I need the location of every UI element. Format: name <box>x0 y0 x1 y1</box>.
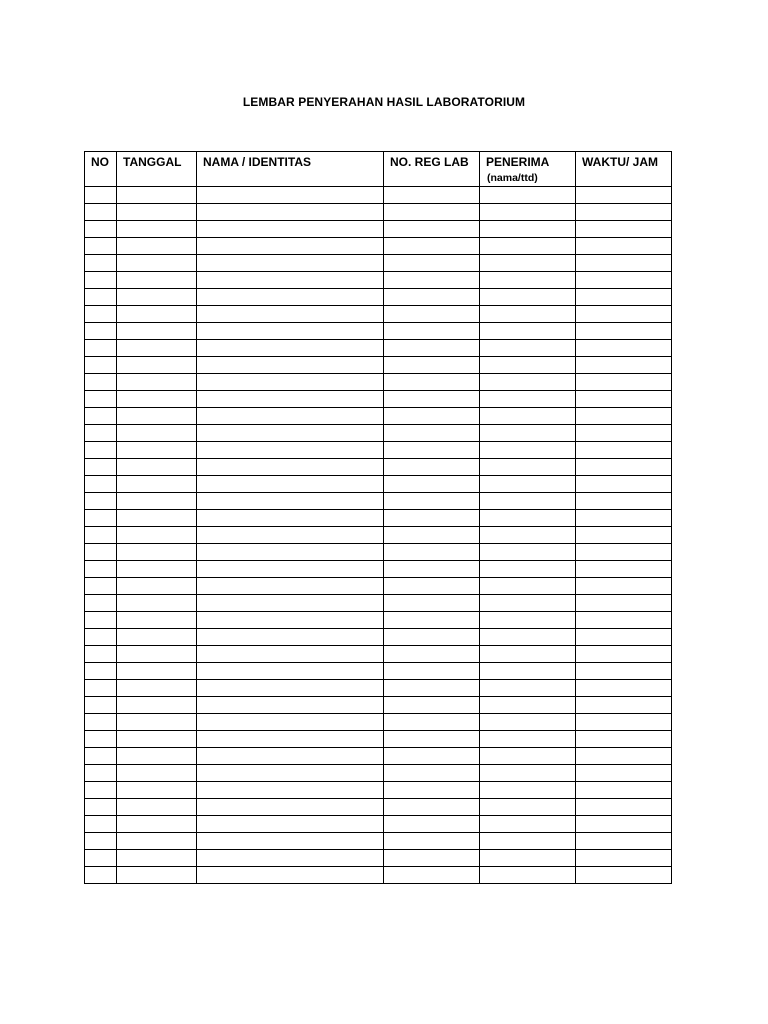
cell-waktu-jam <box>576 595 672 612</box>
cell-nama-identitas <box>197 425 384 442</box>
cell-tanggal <box>117 425 197 442</box>
cell-no-reg-lab <box>384 459 480 476</box>
cell-no-reg-lab <box>384 323 480 340</box>
cell-no <box>85 782 117 799</box>
table-row <box>85 340 672 357</box>
cell-tanggal <box>117 816 197 833</box>
cell-no <box>85 816 117 833</box>
cell-tanggal <box>117 867 197 884</box>
cell-nama-identitas <box>197 799 384 816</box>
cell-nama-identitas <box>197 527 384 544</box>
cell-tanggal <box>117 714 197 731</box>
cell-nama-identitas <box>197 391 384 408</box>
cell-no <box>85 544 117 561</box>
cell-penerima <box>480 204 576 221</box>
table-row <box>85 391 672 408</box>
cell-no <box>85 765 117 782</box>
cell-nama-identitas <box>197 833 384 850</box>
cell-no <box>85 238 117 255</box>
table-row <box>85 629 672 646</box>
cell-penerima <box>480 833 576 850</box>
header-tanggal: TANGGAL <box>117 152 197 187</box>
cell-no-reg-lab <box>384 612 480 629</box>
cell-nama-identitas <box>197 748 384 765</box>
cell-no <box>85 867 117 884</box>
cell-penerima <box>480 799 576 816</box>
cell-penerima <box>480 221 576 238</box>
cell-penerima <box>480 867 576 884</box>
cell-tanggal <box>117 510 197 527</box>
cell-no <box>85 408 117 425</box>
cell-no-reg-lab <box>384 374 480 391</box>
table-row <box>85 272 672 289</box>
cell-waktu-jam <box>576 782 672 799</box>
cell-nama-identitas <box>197 714 384 731</box>
cell-waktu-jam <box>576 816 672 833</box>
cell-penerima <box>480 306 576 323</box>
cell-no-reg-lab <box>384 425 480 442</box>
cell-penerima <box>480 612 576 629</box>
cell-no-reg-lab <box>384 289 480 306</box>
cell-no-reg-lab <box>384 306 480 323</box>
cell-no-reg-lab <box>384 680 480 697</box>
cell-no <box>85 680 117 697</box>
cell-tanggal <box>117 697 197 714</box>
table-header-row <box>85 152 672 187</box>
cell-penerima <box>480 714 576 731</box>
table-row <box>85 204 672 221</box>
table-row <box>85 187 672 204</box>
cell-no <box>85 425 117 442</box>
cell-no <box>85 391 117 408</box>
cell-no <box>85 187 117 204</box>
cell-penerima <box>480 697 576 714</box>
cell-no-reg-lab <box>384 357 480 374</box>
header-penerima-sub: (nama/ttd) <box>487 172 538 184</box>
cell-tanggal <box>117 221 197 238</box>
handover-table <box>84 151 672 884</box>
header-no-reg-lab: NO. REG LAB <box>384 152 480 187</box>
table-row <box>85 459 672 476</box>
cell-no <box>85 306 117 323</box>
cell-nama-identitas <box>197 867 384 884</box>
cell-penerima <box>480 476 576 493</box>
cell-no-reg-lab <box>384 561 480 578</box>
cell-penerima <box>480 510 576 527</box>
cell-no <box>85 510 117 527</box>
cell-no <box>85 476 117 493</box>
cell-no <box>85 204 117 221</box>
cell-no <box>85 697 117 714</box>
cell-no <box>85 578 117 595</box>
cell-no-reg-lab <box>384 714 480 731</box>
cell-no-reg-lab <box>384 442 480 459</box>
cell-no <box>85 714 117 731</box>
cell-no-reg-lab <box>384 748 480 765</box>
header-nama-identitas: NAMA / IDENTITAS <box>197 152 384 187</box>
cell-tanggal <box>117 238 197 255</box>
cell-nama-identitas <box>197 697 384 714</box>
cell-no-reg-lab <box>384 527 480 544</box>
cell-waktu-jam <box>576 357 672 374</box>
cell-waktu-jam <box>576 765 672 782</box>
cell-no <box>85 595 117 612</box>
table-row <box>85 357 672 374</box>
cell-waktu-jam <box>576 306 672 323</box>
cell-waktu-jam <box>576 731 672 748</box>
cell-no-reg-lab <box>384 238 480 255</box>
cell-waktu-jam <box>576 799 672 816</box>
cell-nama-identitas <box>197 595 384 612</box>
cell-waktu-jam <box>576 408 672 425</box>
cell-nama-identitas <box>197 782 384 799</box>
cell-nama-identitas <box>197 340 384 357</box>
table-row <box>85 544 672 561</box>
cell-penerima <box>480 374 576 391</box>
cell-tanggal <box>117 408 197 425</box>
cell-penerima <box>480 408 576 425</box>
cell-no <box>85 340 117 357</box>
cell-tanggal <box>117 765 197 782</box>
cell-tanggal <box>117 204 197 221</box>
cell-nama-identitas <box>197 408 384 425</box>
cell-penerima <box>480 289 576 306</box>
cell-waktu-jam <box>576 442 672 459</box>
cell-penerima <box>480 272 576 289</box>
cell-nama-identitas <box>197 357 384 374</box>
header-no: NO <box>85 152 117 187</box>
cell-no <box>85 442 117 459</box>
cell-tanggal <box>117 255 197 272</box>
table-row <box>85 646 672 663</box>
table-row <box>85 306 672 323</box>
cell-no <box>85 646 117 663</box>
cell-nama-identitas <box>197 646 384 663</box>
cell-no-reg-lab <box>384 867 480 884</box>
cell-no <box>85 663 117 680</box>
table-row <box>85 527 672 544</box>
cell-nama-identitas <box>197 561 384 578</box>
table-row <box>85 289 672 306</box>
cell-nama-identitas <box>197 612 384 629</box>
cell-waktu-jam <box>576 663 672 680</box>
document-title: LEMBAR PENYERAHAN HASIL LABORATORIUM <box>242 95 526 109</box>
cell-waktu-jam <box>576 527 672 544</box>
cell-penerima <box>480 187 576 204</box>
cell-penerima <box>480 544 576 561</box>
cell-waktu-jam <box>576 204 672 221</box>
cell-tanggal <box>117 306 197 323</box>
cell-tanggal <box>117 629 197 646</box>
cell-no <box>85 459 117 476</box>
cell-tanggal <box>117 833 197 850</box>
cell-penerima <box>480 442 576 459</box>
cell-no <box>85 323 117 340</box>
table-row <box>85 323 672 340</box>
cell-nama-identitas <box>197 289 384 306</box>
cell-waktu-jam <box>576 833 672 850</box>
cell-nama-identitas <box>197 850 384 867</box>
cell-waktu-jam <box>576 425 672 442</box>
cell-no <box>85 850 117 867</box>
cell-nama-identitas <box>197 255 384 272</box>
cell-tanggal <box>117 731 197 748</box>
cell-no <box>85 272 117 289</box>
cell-waktu-jam <box>576 680 672 697</box>
cell-tanggal <box>117 289 197 306</box>
cell-nama-identitas <box>197 476 384 493</box>
header-penerima: PENERIMA (nama/ttd) <box>480 152 576 187</box>
cell-penerima <box>480 323 576 340</box>
table-row <box>85 782 672 799</box>
cell-tanggal <box>117 187 197 204</box>
cell-tanggal <box>117 493 197 510</box>
cell-no-reg-lab <box>384 850 480 867</box>
table-row <box>85 680 672 697</box>
cell-no <box>85 731 117 748</box>
cell-no <box>85 612 117 629</box>
cell-nama-identitas <box>197 442 384 459</box>
cell-waktu-jam <box>576 340 672 357</box>
cell-nama-identitas <box>197 544 384 561</box>
table-row <box>85 221 672 238</box>
cell-no <box>85 221 117 238</box>
cell-waktu-jam <box>576 714 672 731</box>
cell-no <box>85 748 117 765</box>
cell-tanggal <box>117 323 197 340</box>
cell-nama-identitas <box>197 374 384 391</box>
cell-waktu-jam <box>576 391 672 408</box>
cell-waktu-jam <box>576 493 672 510</box>
cell-nama-identitas <box>197 663 384 680</box>
cell-no-reg-lab <box>384 833 480 850</box>
cell-no <box>85 629 117 646</box>
cell-no-reg-lab <box>384 340 480 357</box>
cell-waktu-jam <box>576 867 672 884</box>
cell-no-reg-lab <box>384 204 480 221</box>
cell-waktu-jam <box>576 323 672 340</box>
table-row <box>85 561 672 578</box>
cell-nama-identitas <box>197 323 384 340</box>
cell-penerima <box>480 731 576 748</box>
cell-tanggal <box>117 799 197 816</box>
cell-no-reg-lab <box>384 476 480 493</box>
cell-no <box>85 255 117 272</box>
table-body <box>85 187 672 884</box>
cell-tanggal <box>117 663 197 680</box>
cell-penerima <box>480 255 576 272</box>
cell-penerima <box>480 357 576 374</box>
cell-tanggal <box>117 595 197 612</box>
table-row <box>85 442 672 459</box>
cell-tanggal <box>117 680 197 697</box>
table-row <box>85 697 672 714</box>
cell-waktu-jam <box>576 748 672 765</box>
table-row <box>85 238 672 255</box>
table-row <box>85 850 672 867</box>
table-row <box>85 714 672 731</box>
cell-waktu-jam <box>576 272 672 289</box>
cell-waktu-jam <box>576 578 672 595</box>
cell-waktu-jam <box>576 510 672 527</box>
cell-waktu-jam <box>576 544 672 561</box>
cell-tanggal <box>117 476 197 493</box>
table-row <box>85 833 672 850</box>
cell-no-reg-lab <box>384 663 480 680</box>
table-row <box>85 748 672 765</box>
cell-nama-identitas <box>197 731 384 748</box>
cell-tanggal <box>117 612 197 629</box>
cell-waktu-jam <box>576 255 672 272</box>
table-row <box>85 765 672 782</box>
cell-no <box>85 527 117 544</box>
cell-waktu-jam <box>576 612 672 629</box>
cell-no <box>85 493 117 510</box>
cell-waktu-jam <box>576 374 672 391</box>
cell-nama-identitas <box>197 578 384 595</box>
cell-nama-identitas <box>197 187 384 204</box>
cell-penerima <box>480 646 576 663</box>
cell-penerima <box>480 782 576 799</box>
cell-tanggal <box>117 646 197 663</box>
cell-no-reg-lab <box>384 646 480 663</box>
cell-nama-identitas <box>197 816 384 833</box>
cell-waktu-jam <box>576 697 672 714</box>
cell-no-reg-lab <box>384 408 480 425</box>
cell-penerima <box>480 238 576 255</box>
table-row <box>85 408 672 425</box>
cell-penerima <box>480 459 576 476</box>
cell-tanggal <box>117 391 197 408</box>
cell-tanggal <box>117 272 197 289</box>
cell-no-reg-lab <box>384 255 480 272</box>
cell-waktu-jam <box>576 561 672 578</box>
cell-no-reg-lab <box>384 272 480 289</box>
table-row <box>85 374 672 391</box>
cell-no-reg-lab <box>384 578 480 595</box>
cell-tanggal <box>117 544 197 561</box>
cell-no-reg-lab <box>384 731 480 748</box>
cell-no-reg-lab <box>384 816 480 833</box>
cell-waktu-jam <box>576 629 672 646</box>
cell-no <box>85 289 117 306</box>
cell-waktu-jam <box>576 476 672 493</box>
cell-no-reg-lab <box>384 391 480 408</box>
table-row <box>85 595 672 612</box>
cell-tanggal <box>117 850 197 867</box>
cell-penerima <box>480 578 576 595</box>
cell-penerima <box>480 391 576 408</box>
cell-nama-identitas <box>197 204 384 221</box>
cell-no-reg-lab <box>384 799 480 816</box>
cell-tanggal <box>117 782 197 799</box>
table-row <box>85 867 672 884</box>
cell-no-reg-lab <box>384 221 480 238</box>
cell-no-reg-lab <box>384 782 480 799</box>
table-row <box>85 255 672 272</box>
cell-tanggal <box>117 459 197 476</box>
cell-no <box>85 357 117 374</box>
cell-penerima <box>480 663 576 680</box>
cell-tanggal <box>117 374 197 391</box>
cell-penerima <box>480 561 576 578</box>
cell-no-reg-lab <box>384 493 480 510</box>
cell-nama-identitas <box>197 306 384 323</box>
cell-tanggal <box>117 578 197 595</box>
cell-penerima <box>480 765 576 782</box>
cell-penerima <box>480 816 576 833</box>
cell-waktu-jam <box>576 850 672 867</box>
cell-no-reg-lab <box>384 595 480 612</box>
cell-penerima <box>480 527 576 544</box>
cell-penerima <box>480 850 576 867</box>
cell-nama-identitas <box>197 680 384 697</box>
table-row <box>85 493 672 510</box>
cell-waktu-jam <box>576 187 672 204</box>
cell-tanggal <box>117 748 197 765</box>
cell-tanggal <box>117 442 197 459</box>
cell-no-reg-lab <box>384 765 480 782</box>
cell-nama-identitas <box>197 493 384 510</box>
header-waktu-jam: WAKTU/ JAM <box>576 152 672 187</box>
cell-no-reg-lab <box>384 187 480 204</box>
cell-tanggal <box>117 527 197 544</box>
cell-nama-identitas <box>197 272 384 289</box>
cell-penerima <box>480 748 576 765</box>
table-row <box>85 476 672 493</box>
cell-penerima <box>480 493 576 510</box>
cell-waktu-jam <box>576 646 672 663</box>
cell-waktu-jam <box>576 238 672 255</box>
cell-nama-identitas <box>197 629 384 646</box>
table-row <box>85 731 672 748</box>
cell-nama-identitas <box>197 221 384 238</box>
cell-no-reg-lab <box>384 510 480 527</box>
cell-penerima <box>480 680 576 697</box>
cell-no <box>85 561 117 578</box>
cell-penerima <box>480 629 576 646</box>
table-row <box>85 799 672 816</box>
cell-tanggal <box>117 340 197 357</box>
cell-penerima <box>480 595 576 612</box>
cell-nama-identitas <box>197 765 384 782</box>
cell-no <box>85 374 117 391</box>
cell-nama-identitas <box>197 459 384 476</box>
cell-no <box>85 833 117 850</box>
table-row <box>85 816 672 833</box>
table-row <box>85 578 672 595</box>
cell-penerima <box>480 425 576 442</box>
cell-tanggal <box>117 357 197 374</box>
table-row <box>85 510 672 527</box>
cell-waktu-jam <box>576 289 672 306</box>
cell-no <box>85 799 117 816</box>
table-row <box>85 425 672 442</box>
cell-tanggal <box>117 561 197 578</box>
cell-no-reg-lab <box>384 544 480 561</box>
cell-no-reg-lab <box>384 697 480 714</box>
cell-penerima <box>480 340 576 357</box>
cell-nama-identitas <box>197 238 384 255</box>
cell-waktu-jam <box>576 459 672 476</box>
table-row <box>85 612 672 629</box>
cell-nama-identitas <box>197 510 384 527</box>
cell-waktu-jam <box>576 221 672 238</box>
table-row <box>85 663 672 680</box>
cell-no-reg-lab <box>384 629 480 646</box>
